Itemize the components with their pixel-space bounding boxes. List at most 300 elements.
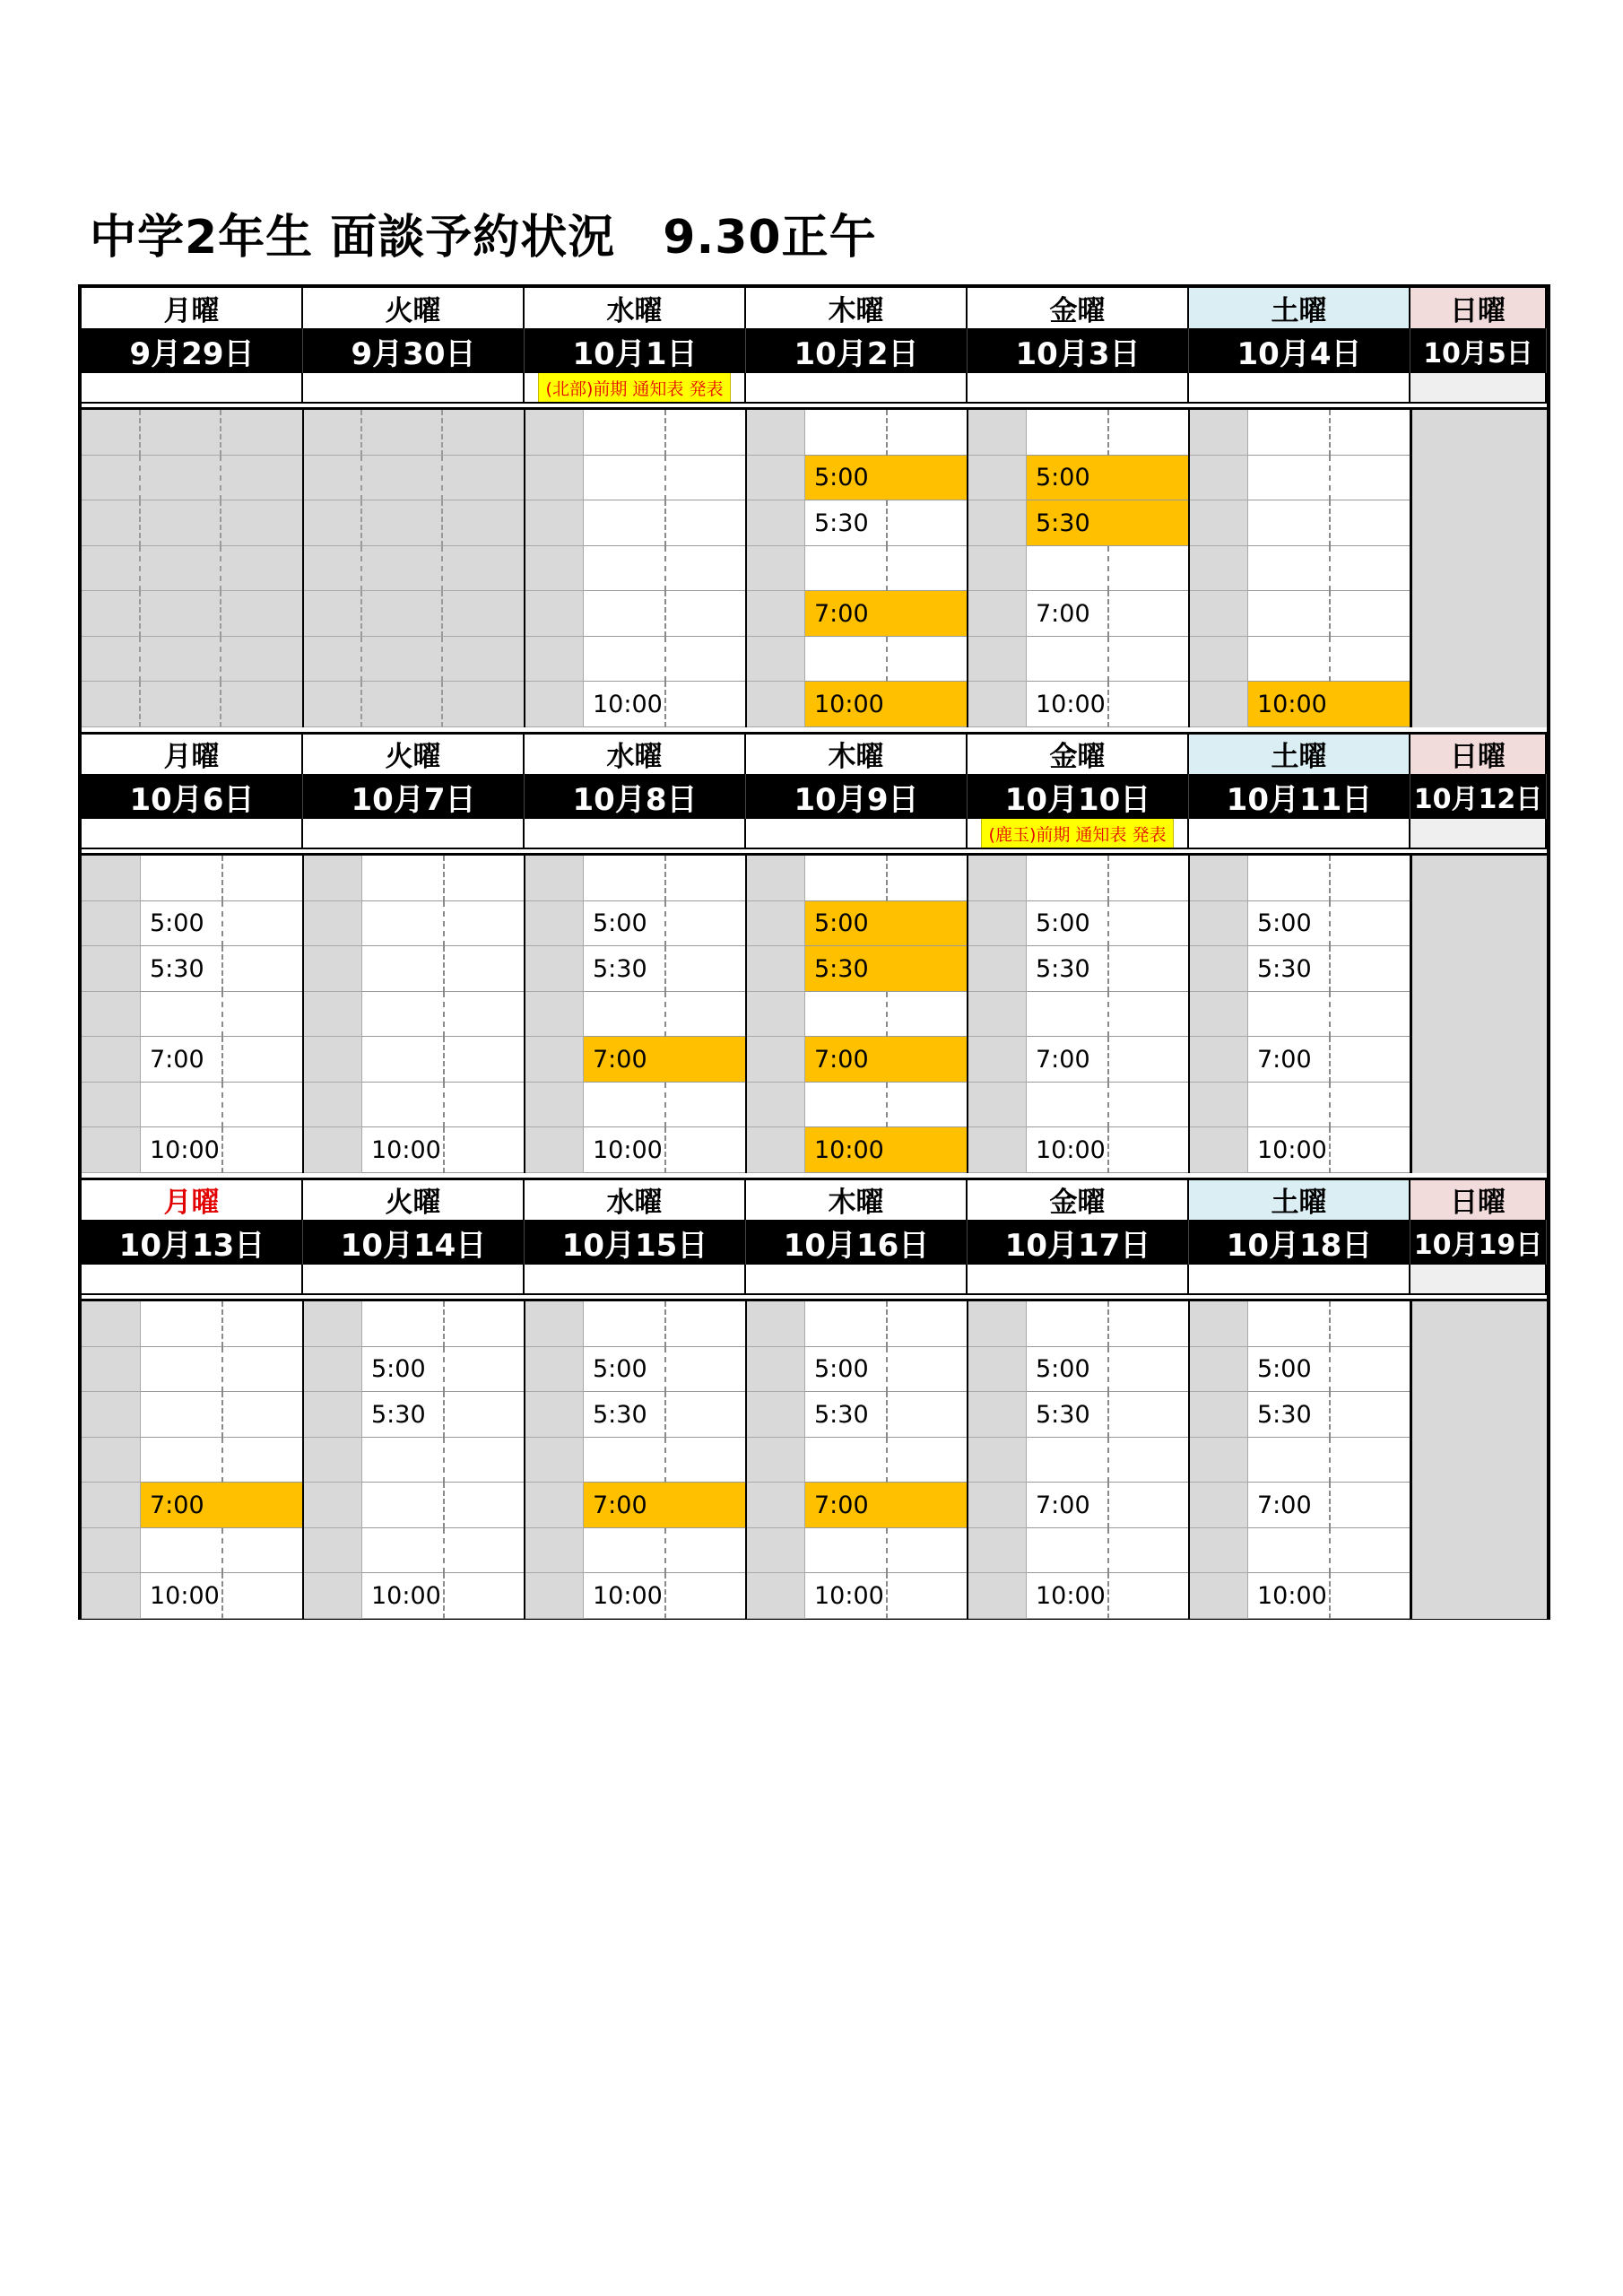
booked-time-slot[interactable]: 5:00	[805, 901, 968, 946]
slot-margin	[82, 856, 141, 901]
open-time-slot[interactable]: 10:00	[1248, 1127, 1410, 1173]
slot-split-line	[1107, 856, 1109, 901]
closed-slot	[443, 591, 525, 637]
open-time-slot[interactable]: 5:00	[141, 901, 303, 946]
slot-split-line	[1329, 1037, 1331, 1083]
day-column-divider	[967, 1300, 968, 1619]
day-column-divider	[524, 854, 525, 1173]
slot-margin	[525, 410, 584, 456]
slot-split-line	[664, 456, 666, 500]
date-header: 10月15日	[525, 1220, 746, 1265]
slot-split-line	[443, 1573, 445, 1619]
slot-split-line	[664, 410, 666, 456]
slot-margin	[82, 1483, 141, 1528]
slot-margin	[968, 901, 1027, 946]
sunday-closed-block	[1410, 1300, 1547, 1619]
open-time-slot[interactable]: 10:00	[805, 1573, 968, 1619]
slot-margin	[82, 1037, 141, 1083]
slot-margin	[746, 946, 805, 992]
closed-slot	[141, 546, 221, 591]
day-column-divider	[524, 1300, 525, 1619]
slot-margin	[82, 1127, 141, 1173]
slot-split-line	[664, 1392, 666, 1438]
closed-slot	[221, 682, 303, 727]
open-time-slot[interactable]: 7:00	[1027, 591, 1189, 637]
slot-split-line	[221, 1573, 223, 1619]
open-time-slot[interactable]: 5:00	[1027, 901, 1189, 946]
closed-slot	[303, 591, 362, 637]
date-header: 10月4日	[1189, 328, 1410, 373]
slot-margin	[82, 901, 141, 946]
closed-slot	[303, 410, 362, 456]
slot-split-line	[1329, 1438, 1331, 1483]
open-time-slot[interactable]: 5:30	[362, 1392, 525, 1438]
day-column-divider	[745, 854, 747, 1173]
slot-margin	[82, 992, 141, 1037]
notice-cell	[968, 1265, 1189, 1295]
day-column-divider	[524, 408, 525, 727]
slot-margin	[1189, 1483, 1248, 1528]
slot-split-line	[886, 1392, 888, 1438]
slot-split-line	[443, 1301, 445, 1347]
slot-margin	[303, 1083, 362, 1127]
reservation-calendar	[78, 284, 1550, 1620]
slot-margin	[1189, 637, 1248, 682]
day-column-divider	[967, 854, 968, 1173]
day-column-divider	[1410, 408, 1411, 727]
slot-margin	[746, 410, 805, 456]
day-column-divider	[967, 408, 968, 727]
slot-margin	[303, 901, 362, 946]
closed-slot	[362, 637, 443, 682]
slot-split-line	[1107, 1083, 1109, 1127]
booked-time-slot[interactable]: 10:00	[805, 1127, 968, 1173]
slot-split-line	[664, 1573, 666, 1619]
open-time-slot[interactable]: 5:00	[1248, 1347, 1410, 1392]
report-card-notice: (北部)前期 通知表 発表	[538, 373, 732, 404]
notice-cell	[968, 819, 1189, 849]
slot-split-line	[1107, 1037, 1109, 1083]
slot-split-line	[443, 1347, 445, 1392]
notice-cell	[1410, 373, 1547, 404]
slot-margin	[525, 591, 584, 637]
booked-time-slot[interactable]: 5:30	[805, 946, 968, 992]
slot-split-line	[221, 992, 223, 1037]
closed-slot	[141, 591, 221, 637]
open-time-slot[interactable]: 5:00	[362, 1347, 525, 1392]
slot-margin	[746, 856, 805, 901]
day-name-header: 水曜	[525, 1179, 746, 1220]
slot-split-line	[664, 546, 666, 591]
day-column-divider	[302, 1300, 304, 1619]
slot-margin	[968, 992, 1027, 1037]
slot-margin	[746, 1083, 805, 1127]
slot-split-line	[664, 500, 666, 546]
slot-margin	[968, 682, 1027, 727]
slot-margin	[303, 1528, 362, 1573]
slot-split-line	[886, 1438, 888, 1483]
booked-time-slot[interactable]: 7:00	[584, 1037, 746, 1083]
day-column-divider	[1188, 1300, 1190, 1619]
slot-margin	[968, 637, 1027, 682]
slot-split-line	[1107, 591, 1109, 637]
closed-slot	[303, 546, 362, 591]
date-header: 10月8日	[525, 774, 746, 819]
notice-cell	[1410, 1265, 1547, 1295]
slot-split-line	[221, 1392, 223, 1438]
day-name-header: 水曜	[525, 288, 746, 328]
slot-margin	[303, 946, 362, 992]
date-header: 10月3日	[968, 328, 1189, 373]
slot-split-line	[221, 1528, 223, 1573]
closed-slot	[82, 546, 141, 591]
section-divider	[82, 407, 1547, 410]
open-time-slot[interactable]: 10:00	[1027, 682, 1189, 727]
slot-margin	[746, 1347, 805, 1392]
day-name-header: 日曜	[1410, 1179, 1547, 1220]
slot-split-line	[443, 992, 445, 1037]
closed-slot	[221, 591, 303, 637]
booked-time-slot[interactable]: 7:00	[584, 1483, 746, 1528]
open-time-slot[interactable]: 5:30	[141, 946, 303, 992]
slot-split-line	[664, 992, 666, 1037]
closed-slot	[443, 546, 525, 591]
slot-margin	[1189, 1528, 1248, 1573]
slot-margin	[746, 901, 805, 946]
slot-split-line	[1107, 1392, 1109, 1438]
closed-slot	[221, 456, 303, 500]
slot-margin	[303, 856, 362, 901]
open-time-slot[interactable]: 10:00	[1027, 1573, 1189, 1619]
closed-slot	[443, 456, 525, 500]
slot-split-line	[1107, 1573, 1109, 1619]
day-column-divider	[1188, 854, 1190, 1173]
slot-margin	[525, 1301, 584, 1347]
slot-margin	[525, 901, 584, 946]
slot-split-line	[1329, 1483, 1331, 1528]
slot-split-line	[1107, 946, 1109, 992]
open-time-slot[interactable]: 5:00	[584, 901, 746, 946]
booked-time-slot[interactable]: 7:00	[805, 1037, 968, 1083]
closed-slot	[362, 456, 443, 500]
notice-cell	[1410, 819, 1547, 849]
slot-margin	[525, 1347, 584, 1392]
booked-time-slot[interactable]: 7:00	[805, 591, 968, 637]
closed-slot	[141, 682, 221, 727]
slot-split-line	[1329, 410, 1331, 456]
booked-time-slot[interactable]: 5:00	[805, 456, 968, 500]
slot-split-line	[1107, 901, 1109, 946]
closed-slot	[303, 500, 362, 546]
notice-cell	[525, 1265, 746, 1295]
slot-margin	[525, 500, 584, 546]
open-time-slot[interactable]: 10:00	[1248, 1573, 1410, 1619]
slot-split-line	[221, 1037, 223, 1083]
day-column-divider	[745, 1300, 747, 1619]
day-name-header: 水曜	[525, 734, 746, 774]
slot-split-line	[1107, 1438, 1109, 1483]
section-divider	[82, 853, 1547, 856]
slot-split-line	[886, 1301, 888, 1347]
notice-cell	[1189, 819, 1410, 849]
slot-margin	[1189, 500, 1248, 546]
slot-margin	[1189, 901, 1248, 946]
slot-split-line	[664, 946, 666, 992]
day-column-divider	[302, 854, 304, 1173]
slot-margin	[746, 591, 805, 637]
open-time-slot[interactable]: 5:30	[584, 946, 746, 992]
slot-split-line	[1329, 1573, 1331, 1619]
day-name-header: 火曜	[303, 734, 525, 774]
slot-margin	[1189, 1392, 1248, 1438]
slot-split-line	[886, 410, 888, 456]
slot-split-line	[1329, 856, 1331, 901]
closed-slot	[303, 637, 362, 682]
slot-margin	[82, 1347, 141, 1392]
slot-margin	[525, 1528, 584, 1573]
report-card-notice: (鹿玉)前期 通知表 発表	[981, 819, 1175, 849]
slot-split-line	[886, 856, 888, 901]
slot-margin	[1189, 456, 1248, 500]
slot-split-line	[221, 1301, 223, 1347]
slot-margin	[82, 1528, 141, 1573]
closed-slot	[221, 546, 303, 591]
slot-margin	[968, 1083, 1027, 1127]
open-time-slot[interactable]: 10:00	[362, 1573, 525, 1619]
open-time-slot[interactable]: 10:00	[584, 1573, 746, 1619]
slot-split-line	[1329, 591, 1331, 637]
slot-margin	[82, 1573, 141, 1619]
slot-margin	[968, 1347, 1027, 1392]
slot-margin	[1189, 1037, 1248, 1083]
slot-split-line	[443, 1037, 445, 1083]
slot-margin	[82, 1301, 141, 1347]
slot-margin	[968, 1528, 1027, 1573]
day-column-divider	[1410, 1300, 1411, 1619]
slot-split-line	[1329, 546, 1331, 591]
slot-split-line	[221, 1083, 223, 1127]
open-time-slot[interactable]: 7:00	[1248, 1037, 1410, 1083]
slot-split-line	[443, 1528, 445, 1573]
slot-split-line	[664, 591, 666, 637]
slot-margin	[525, 1438, 584, 1483]
slot-split-line	[886, 500, 888, 546]
slot-margin	[82, 1438, 141, 1483]
slot-split-line	[221, 856, 223, 901]
slot-margin	[746, 1301, 805, 1347]
slot-margin	[303, 1573, 362, 1619]
slot-margin	[968, 856, 1027, 901]
slot-margin	[746, 1483, 805, 1528]
date-header: 10月16日	[746, 1220, 968, 1265]
slot-margin	[525, 1037, 584, 1083]
closed-slot	[141, 456, 221, 500]
slot-margin	[968, 1301, 1027, 1347]
slot-margin	[968, 1392, 1027, 1438]
date-header: 10月10日	[968, 774, 1189, 819]
sunday-closed-block	[1410, 408, 1547, 727]
slot-split-line	[1329, 1347, 1331, 1392]
slot-split-line	[664, 856, 666, 901]
notice-cell	[1189, 373, 1410, 404]
closed-slot	[443, 500, 525, 546]
booked-time-slot[interactable]: 7:00	[141, 1483, 303, 1528]
day-name-header: 金曜	[968, 288, 1189, 328]
day-name-header: 木曜	[746, 288, 968, 328]
slot-margin	[525, 992, 584, 1037]
open-time-slot[interactable]: 5:30	[584, 1392, 746, 1438]
slot-split-line	[1329, 1392, 1331, 1438]
slot-margin	[303, 1301, 362, 1347]
slot-margin	[525, 637, 584, 682]
open-time-slot[interactable]: 10:00	[141, 1127, 303, 1173]
date-header: 10月12日	[1410, 774, 1547, 819]
slot-margin	[968, 946, 1027, 992]
notice-cell	[303, 373, 525, 404]
notice-cell	[82, 819, 303, 849]
slot-split-line	[1107, 1483, 1109, 1528]
booked-time-slot[interactable]: 10:00	[805, 682, 968, 727]
date-header: 10月9日	[746, 774, 968, 819]
slot-split-line	[221, 901, 223, 946]
closed-slot	[362, 682, 443, 727]
day-name-header: 月曜	[82, 288, 303, 328]
date-header: 10月17日	[968, 1220, 1189, 1265]
date-header: 10月19日	[1410, 1220, 1547, 1265]
day-name-header: 日曜	[1410, 288, 1547, 328]
open-time-slot[interactable]: 5:30	[1027, 1392, 1189, 1438]
notice-cell	[525, 819, 746, 849]
slot-margin	[525, 546, 584, 591]
slot-split-line	[1329, 901, 1331, 946]
slot-margin	[968, 1438, 1027, 1483]
open-time-slot[interactable]: 10:00	[584, 682, 746, 727]
slot-margin	[525, 456, 584, 500]
open-time-slot[interactable]: 5:30	[805, 1392, 968, 1438]
slot-margin	[1189, 546, 1248, 591]
slot-margin	[1189, 1127, 1248, 1173]
day-column-divider	[302, 408, 304, 727]
open-time-slot[interactable]: 7:00	[1027, 1483, 1189, 1528]
slot-split-line	[443, 1127, 445, 1173]
slot-split-line	[664, 1528, 666, 1573]
slot-split-line	[1329, 946, 1331, 992]
open-time-slot[interactable]: 5:30	[1248, 946, 1410, 992]
booked-time-slot[interactable]: 5:00	[1027, 456, 1189, 500]
slot-margin	[968, 500, 1027, 546]
booked-time-slot[interactable]: 7:00	[805, 1483, 968, 1528]
date-header: 9月30日	[303, 328, 525, 373]
closed-slot	[362, 500, 443, 546]
slot-margin	[1189, 1347, 1248, 1392]
open-time-slot[interactable]: 5:30	[1248, 1392, 1410, 1438]
closed-slot	[82, 456, 141, 500]
day-name-header: 月曜	[82, 1179, 303, 1220]
slot-margin	[525, 856, 584, 901]
slot-split-line	[443, 1392, 445, 1438]
open-time-slot[interactable]: 5:00	[1027, 1347, 1189, 1392]
slot-split-line	[221, 1438, 223, 1483]
section-divider	[82, 1299, 1547, 1301]
slot-margin	[525, 1573, 584, 1619]
slot-margin	[968, 1573, 1027, 1619]
slot-split-line	[1329, 1301, 1331, 1347]
slot-margin	[968, 410, 1027, 456]
closed-slot	[303, 456, 362, 500]
slot-split-line	[1107, 1127, 1109, 1173]
slot-margin	[1189, 1573, 1248, 1619]
open-time-slot[interactable]: 5:00	[805, 1347, 968, 1392]
slot-split-line	[1107, 1301, 1109, 1347]
slot-margin	[968, 591, 1027, 637]
date-header: 10月5日	[1410, 328, 1547, 373]
open-time-slot[interactable]: 10:00	[1027, 1127, 1189, 1173]
slot-split-line	[1107, 637, 1109, 682]
notice-cell	[303, 819, 525, 849]
date-header: 10月2日	[746, 328, 968, 373]
slot-margin	[303, 992, 362, 1037]
closed-slot	[82, 410, 141, 456]
closed-slot	[362, 546, 443, 591]
page-title: 中学2年生 面談予約状況 9.30正午	[90, 211, 877, 265]
closed-slot	[221, 410, 303, 456]
open-time-slot[interactable]: 5:30	[1027, 946, 1189, 992]
slot-split-line	[664, 1127, 666, 1173]
notice-cell	[303, 1265, 525, 1295]
slot-split-line	[443, 856, 445, 901]
slot-margin	[525, 1483, 584, 1528]
slot-margin	[525, 1127, 584, 1173]
closed-slot	[443, 410, 525, 456]
open-time-slot[interactable]: 10:00	[362, 1127, 525, 1173]
day-name-header: 火曜	[303, 1179, 525, 1220]
open-time-slot[interactable]: 10:00	[141, 1573, 303, 1619]
booked-time-slot[interactable]: 10:00	[1248, 682, 1410, 727]
slot-margin	[303, 1037, 362, 1083]
slot-margin	[525, 1083, 584, 1127]
slot-margin	[303, 1392, 362, 1438]
slot-margin	[82, 1083, 141, 1127]
open-time-slot[interactable]: 7:00	[141, 1037, 303, 1083]
notice-cell	[82, 373, 303, 404]
open-time-slot[interactable]: 5:30	[805, 500, 968, 546]
slot-split-line	[886, 546, 888, 591]
closed-slot	[443, 682, 525, 727]
slot-margin	[746, 637, 805, 682]
closed-slot	[443, 637, 525, 682]
slot-split-line	[664, 682, 666, 727]
closed-slot	[141, 410, 221, 456]
week-divider	[82, 732, 1547, 735]
slot-margin	[1189, 1438, 1248, 1483]
date-header: 10月6日	[82, 774, 303, 819]
slot-margin	[525, 1392, 584, 1438]
slot-margin	[968, 1127, 1027, 1173]
open-time-slot[interactable]: 5:00	[584, 1347, 746, 1392]
open-time-slot[interactable]: 7:00	[1248, 1483, 1410, 1528]
slot-margin	[746, 1573, 805, 1619]
slot-split-line	[443, 901, 445, 946]
open-time-slot[interactable]: 7:00	[1027, 1037, 1189, 1083]
day-name-header: 土曜	[1189, 288, 1410, 328]
date-header: 9月29日	[82, 328, 303, 373]
open-time-slot[interactable]: 5:00	[1248, 901, 1410, 946]
slot-split-line	[886, 637, 888, 682]
booked-time-slot[interactable]: 5:30	[1027, 500, 1189, 546]
slot-margin	[525, 946, 584, 992]
slot-margin	[746, 546, 805, 591]
open-time-slot[interactable]: 10:00	[584, 1127, 746, 1173]
